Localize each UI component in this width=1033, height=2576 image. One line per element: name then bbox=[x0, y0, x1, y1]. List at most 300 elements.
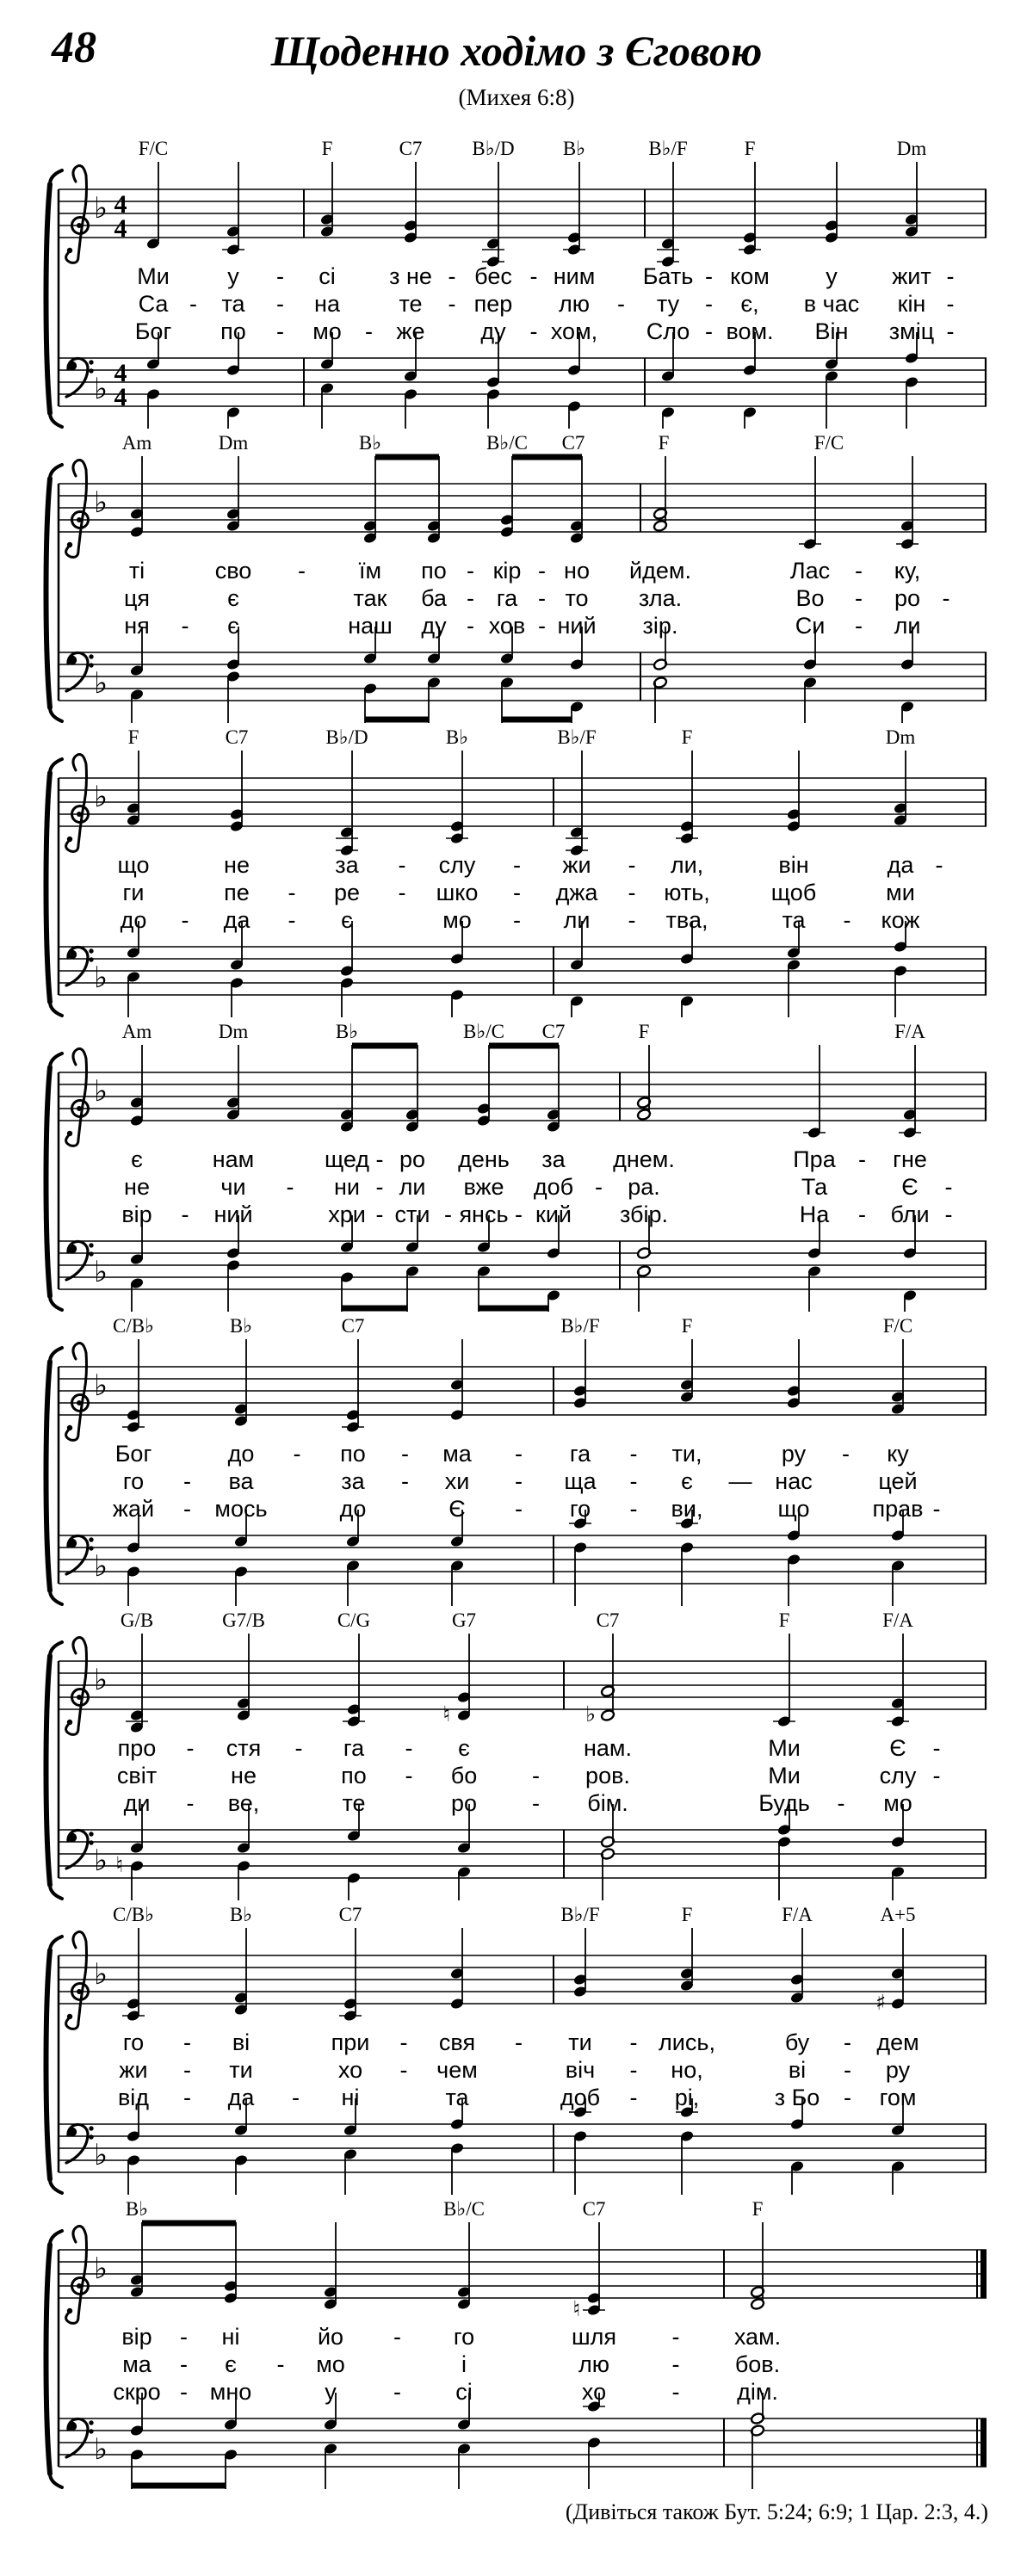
lyric-dash: - bbox=[186, 1735, 195, 1761]
lyric-syllable: зла. bbox=[638, 585, 683, 611]
lyric-syllable: га bbox=[343, 1735, 365, 1761]
lyric-syllable: га bbox=[496, 585, 518, 611]
lyric-syllable: що bbox=[117, 852, 150, 878]
lyric-syllable: від bbox=[117, 2085, 150, 2110]
lyric-syllable: шко bbox=[436, 880, 479, 905]
chord-label: B♭/C bbox=[463, 1021, 504, 1042]
lyric-syllable: сі bbox=[455, 2379, 473, 2405]
lyric-dash: - bbox=[617, 291, 625, 317]
lyric-syllable: ми bbox=[886, 880, 915, 905]
lyric-syllable: сво bbox=[214, 558, 252, 584]
bass-clef-icon bbox=[66, 1830, 94, 1869]
lyric-dash: - bbox=[181, 907, 189, 933]
lyric-syllable: йдем. bbox=[629, 558, 691, 584]
key-flat-icon: ♭ bbox=[93, 1255, 108, 1289]
page-header bbox=[0, 0, 1033, 136]
lyric-syllable: Во bbox=[795, 585, 825, 611]
lyric-syllable: ви, bbox=[671, 1496, 703, 1522]
lyric-syllable: кін bbox=[897, 291, 926, 317]
chord-label: B♭/C bbox=[443, 2198, 485, 2220]
lyric-syllable: вом. bbox=[726, 318, 774, 344]
lyric-dash: - bbox=[401, 1441, 409, 1467]
lyric-dash: - bbox=[181, 1202, 189, 1227]
lyric-syllable: нам. bbox=[584, 1735, 632, 1761]
system-7 bbox=[0, 1902, 1033, 2196]
bass-clef-icon bbox=[66, 2124, 94, 2163]
lyric-syllable: у bbox=[325, 2379, 337, 2405]
lyric-syllable: Будь bbox=[758, 1790, 810, 1816]
bass-clef-icon bbox=[66, 1535, 94, 1574]
lyric-syllable: чем bbox=[436, 2057, 478, 2083]
lyric-syllable: є bbox=[681, 1468, 693, 1494]
song-subtitle: (Михея 6:8) bbox=[458, 84, 575, 110]
lyric-dash: - bbox=[515, 1441, 523, 1467]
key-flat-icon: ♭ bbox=[93, 1663, 108, 1697]
lyric-dash: - bbox=[932, 1763, 941, 1788]
time-signature: 4 bbox=[114, 190, 127, 219]
chord-label: B♭/D bbox=[472, 138, 515, 159]
treble-clef-icon bbox=[66, 460, 89, 557]
lyric-dash: - bbox=[180, 2351, 188, 2377]
song-number: 48 bbox=[52, 23, 96, 72]
lyric-syllable: жи bbox=[119, 2057, 148, 2083]
chord-label: F/C bbox=[138, 138, 169, 159]
lyric-syllable: стя bbox=[226, 1735, 262, 1761]
lyric-syllable: сі bbox=[319, 263, 336, 289]
lyric-syllable: вір bbox=[121, 1202, 152, 1227]
lyric-dash: - bbox=[405, 1763, 413, 1788]
chord-label: B♭/F bbox=[557, 726, 597, 748]
lyric-syllable: до bbox=[339, 1496, 367, 1522]
lyric-syllable: ги bbox=[122, 880, 145, 905]
lyric-dash: - bbox=[393, 2379, 401, 2405]
chord-label: C7 bbox=[561, 432, 585, 454]
chord-label: C7 bbox=[541, 1021, 566, 1042]
music-score bbox=[0, 136, 1033, 2491]
chord-label: Am bbox=[121, 432, 152, 454]
lyric-syllable: ли bbox=[563, 907, 591, 933]
chord-label: G7 bbox=[451, 1609, 477, 1631]
system-6 bbox=[0, 1608, 1033, 1902]
lyric-syllable: кір bbox=[492, 558, 522, 584]
lyric-syllable: і bbox=[461, 2351, 467, 2377]
lyric-dash: - bbox=[183, 2085, 191, 2110]
lyric-dash: - bbox=[843, 907, 851, 933]
lyric-syllable: пер bbox=[473, 291, 513, 317]
lyric-dash: - bbox=[292, 2085, 300, 2110]
lyric-dash: - bbox=[276, 2351, 285, 2377]
lyric-syllable: ра. bbox=[628, 1174, 660, 1200]
lyric-dash: - bbox=[944, 1174, 953, 1200]
chord-label: F/C bbox=[813, 432, 844, 454]
lyric-syllable: скро bbox=[113, 2379, 161, 2405]
lyric-dash: - bbox=[595, 1174, 603, 1200]
lyric-syllable: мо bbox=[883, 1790, 912, 1816]
lyric-syllable: мо bbox=[442, 907, 472, 933]
lyric-dash: - bbox=[467, 585, 474, 611]
lyric-syllable: Пра bbox=[793, 1146, 836, 1172]
treble-clef-icon bbox=[66, 1931, 89, 2029]
chord-label: B♭ bbox=[358, 432, 382, 454]
lyric-syllable: да bbox=[223, 907, 251, 933]
chord-label: A+5 bbox=[880, 1904, 916, 1925]
lyric-dash: - bbox=[515, 2029, 523, 2055]
lyric-dash: - bbox=[671, 2351, 680, 2377]
lyric-syllable: га bbox=[569, 1441, 591, 1467]
key-flat-icon: ♭ bbox=[93, 2252, 108, 2286]
lyric-syllable: шля bbox=[571, 2324, 617, 2350]
lyric-syllable: є bbox=[341, 907, 353, 933]
lyric-syllable: лю bbox=[558, 291, 591, 317]
lyric-dash: - bbox=[705, 263, 713, 289]
lyric-syllable: да bbox=[227, 2085, 255, 2110]
chord-label: Dm bbox=[896, 138, 927, 159]
key-flat-icon: ♭ bbox=[93, 1549, 108, 1584]
chord-label: C7 bbox=[341, 1315, 365, 1337]
lyric-syllable: чи bbox=[220, 1174, 246, 1200]
lyric-dash: - bbox=[189, 291, 197, 317]
lyric-dash: - bbox=[935, 852, 943, 878]
lyric-syllable: доб bbox=[533, 1174, 574, 1200]
accidental-icon: ♯ bbox=[875, 1990, 887, 2015]
lyric-dash: - bbox=[183, 1496, 191, 1522]
lyric-syllable: слу bbox=[438, 852, 476, 878]
lyric-syllable: свя bbox=[438, 2029, 476, 2055]
lyric-syllable: бім. bbox=[587, 1790, 628, 1816]
lyric-syllable: нам bbox=[212, 1146, 255, 1172]
lyric-syllable: рі, bbox=[674, 2085, 700, 2110]
key-flat-icon: ♭ bbox=[93, 1844, 108, 1878]
chord-label: F bbox=[127, 726, 139, 748]
lyric-dash: - bbox=[529, 318, 538, 344]
lyric-dash: - bbox=[932, 1735, 941, 1761]
treble-clef-icon bbox=[66, 1048, 89, 1146]
lyric-syllable: є bbox=[458, 1735, 470, 1761]
treble-clef-icon bbox=[66, 2226, 89, 2323]
accidental-icon: ♮ bbox=[572, 2296, 581, 2321]
lyric-syllable: Си bbox=[795, 613, 826, 639]
lyric-syllable: лись, bbox=[659, 2029, 715, 2055]
key-flat-icon: ♭ bbox=[93, 1957, 108, 1992]
lyric-syllable: жай bbox=[112, 1496, 155, 1522]
system-2 bbox=[0, 430, 1033, 725]
lyric-syllable: за bbox=[335, 852, 359, 878]
lyric-syllable: не bbox=[224, 852, 250, 878]
lyric-dash: - bbox=[628, 880, 636, 905]
lyric-dash: - bbox=[932, 1496, 941, 1522]
lyric-syllable: то bbox=[565, 585, 589, 611]
lyric-syllable: за bbox=[541, 1146, 566, 1172]
lyric-syllable: ві bbox=[232, 2029, 251, 2055]
lyric-syllable: кож bbox=[881, 907, 920, 933]
chord-label: F/A bbox=[894, 1021, 925, 1042]
lyric-syllable: бо bbox=[450, 1763, 478, 1788]
lyric-syllable: ку, bbox=[894, 558, 921, 584]
key-flat-icon: ♭ bbox=[93, 372, 108, 406]
lyric-syllable: Са bbox=[138, 291, 169, 317]
lyric-syllable: цей bbox=[878, 1468, 918, 1494]
lyric-dash: - bbox=[629, 1468, 638, 1494]
lyric-syllable: ком bbox=[730, 263, 770, 289]
lyric-syllable: жит bbox=[892, 263, 931, 289]
accidental-icon: ♭ bbox=[585, 1702, 596, 1727]
lyric-syllable: ті bbox=[128, 558, 145, 584]
lyric-syllable: наш bbox=[348, 613, 393, 639]
lyric-dash: - bbox=[855, 558, 863, 584]
lyric-syllable: їм bbox=[358, 558, 382, 584]
time-signature: 4 bbox=[114, 359, 127, 387]
lyric-syllable: ма bbox=[122, 2351, 152, 2377]
lyric-dash: - bbox=[513, 907, 521, 933]
lyric-dash: - bbox=[298, 558, 306, 584]
chord-label: B♭ bbox=[562, 138, 586, 159]
chord-label: F bbox=[778, 1609, 790, 1631]
lyric-dash: - bbox=[398, 880, 406, 905]
lyric-syllable: Ми bbox=[768, 1763, 801, 1788]
lyric-dash: - bbox=[183, 1468, 191, 1494]
chord-label: C7 bbox=[225, 726, 249, 748]
lyric-dash: - bbox=[629, 2057, 638, 2083]
lyric-dash: - bbox=[855, 613, 863, 639]
lyric-dash: - bbox=[946, 318, 955, 344]
lyric-dash: - bbox=[628, 907, 636, 933]
lyric-dash: - bbox=[405, 1735, 413, 1761]
lyric-syllable: при bbox=[331, 2029, 370, 2055]
chord-label: F bbox=[658, 432, 670, 454]
chord-label: C/B♭ bbox=[113, 1904, 154, 1925]
lyric-dash: - bbox=[276, 263, 284, 289]
bass-clef-icon bbox=[66, 947, 94, 985]
chord-label: C7 bbox=[399, 138, 423, 159]
song-title: Щоденно ходімо з Єговою bbox=[270, 27, 763, 75]
lyric-syllable: ба bbox=[421, 585, 447, 611]
lyric-dash: - bbox=[942, 585, 950, 611]
key-flat-icon: ♭ bbox=[93, 1074, 108, 1109]
key-flat-icon: ♭ bbox=[93, 666, 108, 701]
lyric-syllable: по bbox=[220, 318, 246, 344]
lyric-syllable: про bbox=[117, 1735, 157, 1761]
system-8 bbox=[0, 2196, 1033, 2491]
lyric-dash: - bbox=[946, 263, 955, 289]
lyric-dash: - bbox=[448, 291, 456, 317]
lyric-dash: - bbox=[286, 1174, 294, 1200]
lyric-dash: - bbox=[842, 1441, 850, 1467]
scripture-footer: (Дивіться також Бут. 5:24; 6:9; 1 Цар. 2:3, 4.) bbox=[565, 2499, 988, 2524]
lyric-syllable: є bbox=[227, 613, 239, 639]
lyric-syllable: нас bbox=[775, 1468, 813, 1494]
lyric-syllable: щоб bbox=[770, 880, 817, 905]
lyric-syllable: не bbox=[231, 1763, 257, 1788]
lyric-syllable: є, bbox=[740, 291, 759, 317]
lyric-syllable: зір. bbox=[642, 613, 678, 639]
lyric-syllable: у bbox=[227, 263, 239, 289]
lyric-dash: - bbox=[375, 1146, 384, 1172]
lyric-syllable: ня bbox=[124, 613, 150, 639]
lyric-syllable: вже bbox=[463, 1174, 504, 1200]
lyric-syllable: мось bbox=[214, 1496, 268, 1522]
bass-clef-icon bbox=[66, 1241, 94, 1280]
chord-label: F bbox=[681, 1315, 693, 1337]
chord-label: B♭/F bbox=[648, 138, 688, 159]
lyric-syllable: ти bbox=[568, 2029, 592, 2055]
lyric-syllable: до bbox=[227, 1441, 255, 1467]
lyric-dash: - bbox=[276, 318, 284, 344]
lyric-syllable: ту bbox=[656, 291, 680, 317]
lyric-syllable: На bbox=[799, 1202, 830, 1227]
lyric-dash: - bbox=[180, 2379, 188, 2405]
lyric-dash: - bbox=[538, 613, 546, 639]
time-signature: 4 bbox=[114, 383, 127, 411]
lyric-syllable: ні bbox=[341, 2085, 360, 2110]
lyric-syllable: гом bbox=[879, 2085, 917, 2110]
key-flat-icon: ♭ bbox=[93, 1368, 108, 1403]
lyric-syllable: ють, bbox=[664, 880, 710, 905]
lyric-syllable: ве, bbox=[227, 1790, 260, 1816]
lyric-syllable: го bbox=[122, 2029, 145, 2055]
chord-label: Am bbox=[121, 1021, 152, 1042]
lyric-syllable: вір bbox=[121, 2324, 152, 2350]
lyric-dash: - bbox=[515, 1202, 523, 1227]
key-flat-icon: ♭ bbox=[93, 961, 108, 995]
lyric-syllable: прав bbox=[872, 1496, 924, 1522]
lyric-dash: - bbox=[513, 880, 521, 905]
lyric-syllable: ві bbox=[788, 2057, 807, 2083]
lyric-syllable: не bbox=[124, 1174, 150, 1200]
chord-label: F bbox=[744, 138, 756, 159]
lyric-syllable: же bbox=[396, 318, 425, 344]
lyric-dash: - bbox=[448, 263, 456, 289]
lyric-syllable: збір. bbox=[619, 1202, 669, 1227]
system-5 bbox=[0, 1313, 1033, 1608]
lyric-syllable: є bbox=[131, 1146, 143, 1172]
lyric-syllable: в час bbox=[803, 291, 860, 317]
lyric-syllable: Є bbox=[901, 1174, 919, 1200]
lyric-syllable: світ bbox=[116, 1763, 158, 1788]
lyric-dash: - bbox=[629, 2029, 638, 2055]
lyric-syllable: ку bbox=[887, 1441, 909, 1467]
lyric-syllable: є bbox=[227, 585, 239, 611]
system-4 bbox=[0, 1019, 1033, 1313]
lyric-syllable: ні bbox=[221, 2324, 240, 2350]
lyric-syllable: го bbox=[122, 1468, 145, 1494]
lyric-syllable: віч bbox=[565, 2057, 596, 2083]
lyric-syllable: хо bbox=[581, 2379, 607, 2405]
chord-label: C7 bbox=[582, 2198, 606, 2220]
lyric-syllable: хи bbox=[444, 1468, 470, 1494]
treble-clef-icon bbox=[66, 754, 89, 851]
chord-label: B♭/C bbox=[486, 432, 528, 454]
lyric-syllable: хом, bbox=[550, 318, 598, 344]
key-flat-icon: ♭ bbox=[93, 2432, 108, 2467]
lyric-dash: - bbox=[294, 1735, 303, 1761]
lyric-syllable: го bbox=[453, 2324, 475, 2350]
key-flat-icon: ♭ bbox=[93, 191, 108, 225]
chord-label: Dm bbox=[218, 432, 249, 454]
lyric-syllable: бов. bbox=[734, 2351, 781, 2377]
lyric-syllable: до bbox=[120, 907, 147, 933]
chord-label: F/A bbox=[882, 1609, 913, 1631]
lyric-syllable: Та bbox=[801, 1174, 828, 1200]
lyric-syllable: по bbox=[421, 558, 447, 584]
lyric-syllable: є bbox=[225, 2351, 237, 2377]
lyric-dash: - bbox=[467, 558, 474, 584]
lyric-dash: - bbox=[181, 613, 189, 639]
lyric-syllable: та bbox=[221, 291, 245, 317]
lyric-syllable: Він bbox=[814, 318, 849, 344]
lyric-dash: - bbox=[288, 880, 296, 905]
lyric-syllable: ни bbox=[334, 1174, 360, 1200]
lyric-dash: - bbox=[837, 1790, 845, 1816]
treble-clef-icon bbox=[66, 1343, 89, 1440]
key-flat-icon: ♭ bbox=[93, 2138, 108, 2172]
lyric-syllable: Бать bbox=[642, 263, 694, 289]
lyric-syllable: го bbox=[569, 1496, 591, 1522]
chord-label: B♭ bbox=[335, 1021, 359, 1042]
lyric-syllable: но bbox=[564, 558, 590, 584]
chord-label: B♭/F bbox=[560, 1904, 600, 1925]
lyric-syllable: Є bbox=[448, 1496, 466, 1522]
lyric-dash: - bbox=[858, 1202, 866, 1227]
lyric-dash: - bbox=[532, 1763, 540, 1788]
chord-label: G/B bbox=[120, 1609, 154, 1631]
accidental-icon: ♮ bbox=[115, 1852, 124, 1877]
lyric-syllable: ця bbox=[123, 585, 151, 611]
lyric-dash: - bbox=[855, 585, 863, 611]
chord-label: B♭ bbox=[229, 1315, 253, 1337]
treble-clef-icon bbox=[66, 1637, 89, 1734]
lyric-syllable: у bbox=[826, 263, 838, 289]
lyric-syllable: за bbox=[341, 1468, 365, 1494]
lyric-syllable: ди bbox=[123, 1790, 151, 1816]
lyric-syllable: з не bbox=[389, 263, 432, 289]
lyric-dash: - bbox=[538, 585, 546, 611]
system-1 bbox=[0, 136, 1033, 430]
lyric-syllable: хри bbox=[328, 1202, 366, 1227]
time-signature: 4 bbox=[114, 214, 127, 243]
lyric-dash: - bbox=[538, 558, 546, 584]
lyric-syllable: хов bbox=[488, 613, 526, 639]
lyric-dash: - bbox=[183, 2057, 191, 2083]
key-flat-icon: ♭ bbox=[93, 485, 108, 520]
lyric-dash: - bbox=[293, 1441, 301, 1467]
lyric-syllable: бес bbox=[474, 263, 512, 289]
lyric-dash: - bbox=[515, 1468, 523, 1494]
lyric-syllable: мно bbox=[209, 2379, 252, 2405]
lyric-dash: - bbox=[671, 2379, 680, 2405]
lyric-dash: - bbox=[844, 2029, 851, 2055]
bass-clef-icon bbox=[66, 2418, 94, 2457]
lyric-syllable: ти bbox=[229, 2057, 253, 2083]
lyric-syllable: ре bbox=[333, 880, 361, 905]
lyric-dash: - bbox=[946, 291, 955, 317]
lyric-syllable: ду bbox=[480, 318, 506, 344]
chord-label: C/G bbox=[337, 1609, 371, 1631]
lyric-dash: - bbox=[705, 291, 713, 317]
lyric-syllable: що bbox=[777, 1496, 810, 1522]
lyric-syllable: Лас bbox=[789, 558, 831, 584]
lyric-syllable: Ми bbox=[768, 1735, 801, 1761]
lyric-dash: - bbox=[180, 2324, 188, 2350]
lyric-syllable: та bbox=[782, 907, 806, 933]
chord-label: F bbox=[681, 726, 693, 748]
chord-label: F/A bbox=[782, 1904, 813, 1925]
lyric-syllable: Сло bbox=[646, 318, 690, 344]
lyric-syllable: доб bbox=[560, 2085, 601, 2110]
lyric-syllable: ний bbox=[213, 1202, 253, 1227]
chord-label: B♭/F bbox=[560, 1315, 600, 1337]
lyric-syllable: на bbox=[314, 291, 340, 317]
lyric-syllable: так bbox=[353, 585, 387, 611]
